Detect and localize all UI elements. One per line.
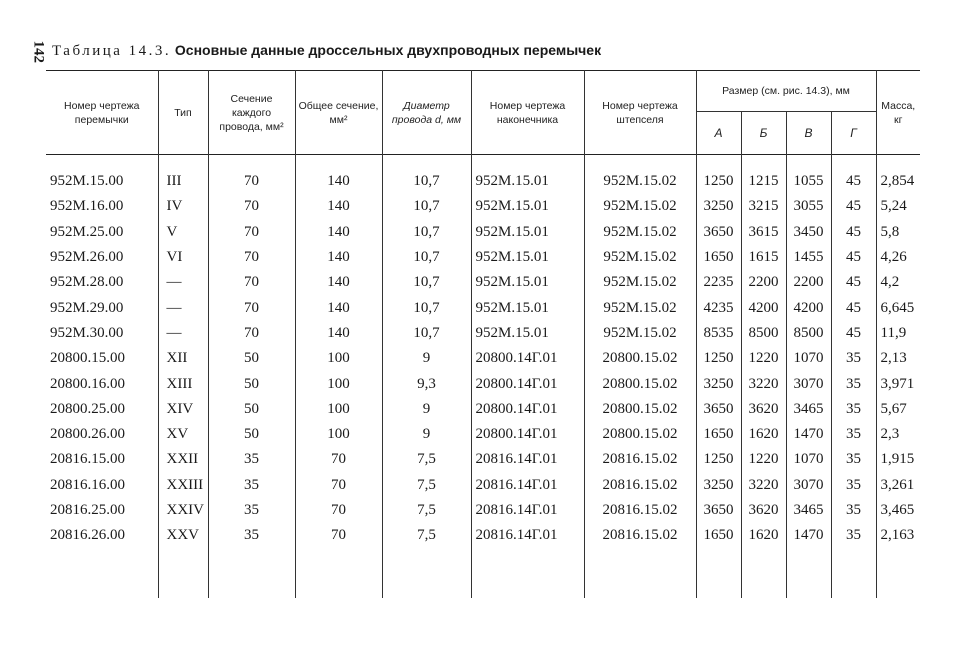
cell-section-total: 140 — [295, 295, 382, 320]
cell-size-g: 45 — [831, 270, 876, 295]
header-plug-no: Номер чертежа штепселя — [584, 71, 696, 155]
cell-type: III — [158, 155, 208, 195]
table-row — [46, 422, 920, 447]
cell-tip-no: 952M.15.01 — [471, 220, 584, 245]
cell-diameter: 9 — [382, 397, 471, 422]
cell-size-v: 1070 — [786, 447, 831, 472]
cell-drawing-no: 20800.15.00 — [46, 346, 158, 371]
cell-mass: 5,67 — [876, 397, 920, 422]
cell-drawing-no: 20816.25.00 — [46, 498, 158, 523]
cell-section-total: 100 — [295, 371, 382, 396]
cell-plug-no: 20816.15.02 — [584, 447, 696, 472]
cell-size-a: 3250 — [696, 371, 741, 396]
table-row — [46, 194, 920, 219]
table-row — [46, 371, 920, 396]
cell-size-g: 45 — [831, 321, 876, 346]
cell-plug-no: 952M.15.02 — [584, 295, 696, 320]
cell-section-each: 50 — [208, 346, 295, 371]
cell-drawing-no: 20800.25.00 — [46, 397, 158, 422]
cell-mass: 3,261 — [876, 473, 920, 498]
table-row — [46, 155, 920, 195]
cell-size-g: 35 — [831, 473, 876, 498]
cell-plug-no: 20816.15.02 — [584, 523, 696, 598]
cell-diameter: 9,3 — [382, 371, 471, 396]
cell-plug-no: 952M.15.02 — [584, 220, 696, 245]
cell-type: VI — [158, 245, 208, 270]
cell-drawing-no: 20816.16.00 — [46, 473, 158, 498]
cell-drawing-no: 952M.30.00 — [46, 321, 158, 346]
cell-size-v: 1470 — [786, 523, 831, 598]
cell-plug-no: 952M.15.02 — [584, 155, 696, 195]
cell-type: XXIII — [158, 473, 208, 498]
cell-size-a: 3650 — [696, 220, 741, 245]
cell-drawing-no: 952M.16.00 — [46, 194, 158, 219]
cell-size-b: 4200 — [741, 295, 786, 320]
cell-size-v: 1070 — [786, 346, 831, 371]
cell-size-g: 35 — [831, 397, 876, 422]
cell-section-total: 140 — [295, 220, 382, 245]
cell-tip-no: 20800.14Г.01 — [471, 346, 584, 371]
cell-drawing-no: 20816.15.00 — [46, 447, 158, 472]
cell-mass: 2,854 — [876, 155, 920, 195]
cell-mass: 2,163 — [876, 523, 920, 598]
cell-type: XXII — [158, 447, 208, 472]
caption-label: Таблица 14.3. — [52, 43, 172, 59]
cell-size-a: 2235 — [696, 270, 741, 295]
cell-size-v: 2200 — [786, 270, 831, 295]
cell-size-a: 1650 — [696, 245, 741, 270]
cell-section-each: 35 — [208, 498, 295, 523]
cell-section-total: 100 — [295, 346, 382, 371]
cell-size-v: 1470 — [786, 422, 831, 447]
header-size-a: А — [696, 112, 741, 155]
header-section-each: Сечение каждого провода, мм² — [208, 71, 295, 155]
cell-size-v: 4200 — [786, 295, 831, 320]
table-row — [46, 523, 920, 598]
cell-mass: 4,26 — [876, 245, 920, 270]
cell-section-each: 35 — [208, 447, 295, 472]
cell-size-b: 3620 — [741, 397, 786, 422]
cell-section-each: 50 — [208, 422, 295, 447]
cell-tip-no: 20800.14Г.01 — [471, 422, 584, 447]
cell-mass: 4,2 — [876, 270, 920, 295]
cell-size-g: 35 — [831, 523, 876, 598]
cell-diameter: 10,7 — [382, 220, 471, 245]
cell-tip-no: 20816.14Г.01 — [471, 523, 584, 598]
cell-section-total: 70 — [295, 473, 382, 498]
cell-size-a: 1250 — [696, 155, 741, 195]
cell-section-total: 70 — [295, 523, 382, 598]
cell-size-g: 45 — [831, 295, 876, 320]
cell-diameter: 7,5 — [382, 447, 471, 472]
cell-drawing-no: 20800.26.00 — [46, 422, 158, 447]
table-row — [46, 473, 920, 498]
cell-section-total: 140 — [295, 270, 382, 295]
cell-size-g: 45 — [831, 245, 876, 270]
table-row — [46, 498, 920, 523]
cell-plug-no: 952M.15.02 — [584, 194, 696, 219]
cell-diameter: 10,7 — [382, 245, 471, 270]
cell-diameter: 7,5 — [382, 498, 471, 523]
cell-tip-no: 20816.14Г.01 — [471, 473, 584, 498]
cell-tip-no: 952M.15.01 — [471, 321, 584, 346]
cell-size-b: 1620 — [741, 523, 786, 598]
cell-drawing-no: 952M.15.00 — [46, 155, 158, 195]
cell-tip-no: 20816.14Г.01 — [471, 447, 584, 472]
header-drawing-no: Номер чертежа перемычки — [46, 71, 158, 155]
cell-tip-no: 952M.15.01 — [471, 194, 584, 219]
cell-size-v: 1455 — [786, 245, 831, 270]
cell-size-g: 35 — [831, 447, 876, 472]
cell-size-b: 1615 — [741, 245, 786, 270]
cell-section-total: 140 — [295, 245, 382, 270]
cell-section-total: 140 — [295, 155, 382, 195]
cell-section-total: 100 — [295, 422, 382, 447]
cell-section-total: 100 — [295, 397, 382, 422]
cell-size-v: 8500 — [786, 321, 831, 346]
cell-size-b: 1220 — [741, 447, 786, 472]
cell-tip-no: 20800.14Г.01 — [471, 397, 584, 422]
cell-diameter: 10,7 — [382, 321, 471, 346]
cell-size-v: 3450 — [786, 220, 831, 245]
cell-plug-no: 20800.15.02 — [584, 346, 696, 371]
cell-section-each: 70 — [208, 155, 295, 195]
header-diameter: Диаметр провода d, мм — [382, 71, 471, 155]
cell-drawing-no: 20816.26.00 — [46, 523, 158, 598]
table-row — [46, 321, 920, 346]
table-row — [46, 220, 920, 245]
cell-plug-no: 952M.15.02 — [584, 245, 696, 270]
cell-tip-no: 952M.15.01 — [471, 270, 584, 295]
header-size-group: Размер (см. рис. 14.3), мм — [696, 71, 876, 112]
cell-section-each: 70 — [208, 295, 295, 320]
cell-diameter: 10,7 — [382, 194, 471, 219]
cell-drawing-no: 952M.25.00 — [46, 220, 158, 245]
cell-type: — — [158, 270, 208, 295]
cell-size-b: 3615 — [741, 220, 786, 245]
header-type: Тип — [158, 71, 208, 155]
cell-type: XIII — [158, 371, 208, 396]
cell-tip-no: 20816.14Г.01 — [471, 498, 584, 523]
cell-plug-no: 952M.15.02 — [584, 270, 696, 295]
caption-title: Основные данные дроссельных двухпроводных перемычек — [174, 42, 602, 58]
table-row — [46, 397, 920, 422]
cell-size-b: 2200 — [741, 270, 786, 295]
cell-mass: 3,465 — [876, 498, 920, 523]
cell-size-b: 1620 — [741, 422, 786, 447]
cell-section-each: 70 — [208, 270, 295, 295]
cell-size-a: 4235 — [696, 295, 741, 320]
cell-size-b: 3220 — [741, 371, 786, 396]
cell-size-g: 45 — [831, 220, 876, 245]
cell-size-g: 45 — [831, 194, 876, 219]
cell-size-g: 35 — [831, 371, 876, 396]
cell-type: — — [158, 321, 208, 346]
header-mass: Масса, кг — [876, 71, 920, 155]
cell-plug-no: 20800.15.02 — [584, 397, 696, 422]
cell-size-g: 35 — [831, 346, 876, 371]
cell-tip-no: 952M.15.01 — [471, 245, 584, 270]
data-table — [46, 70, 920, 598]
cell-diameter: 7,5 — [382, 473, 471, 498]
cell-section-total: 140 — [295, 321, 382, 346]
header-size-v: В — [786, 112, 831, 155]
cell-size-b: 1215 — [741, 155, 786, 195]
cell-size-g: 45 — [831, 155, 876, 195]
cell-tip-no: 20800.14Г.01 — [471, 371, 584, 396]
cell-plug-no: 20816.15.02 — [584, 473, 696, 498]
cell-size-v: 3465 — [786, 498, 831, 523]
cell-size-a: 1250 — [696, 447, 741, 472]
cell-type: XXIV — [158, 498, 208, 523]
cell-drawing-no: 952M.26.00 — [46, 245, 158, 270]
cell-mass: 2,3 — [876, 422, 920, 447]
table-row — [46, 295, 920, 320]
cell-mass: 3,971 — [876, 371, 920, 396]
cell-size-a: 3650 — [696, 498, 741, 523]
cell-size-a: 3650 — [696, 397, 741, 422]
cell-drawing-no: 952M.28.00 — [46, 270, 158, 295]
header-size-b: Б — [741, 112, 786, 155]
cell-size-a: 3250 — [696, 194, 741, 219]
cell-type: XIV — [158, 397, 208, 422]
cell-size-b: 3620 — [741, 498, 786, 523]
table-row — [46, 270, 920, 295]
table-body — [46, 155, 920, 599]
cell-section-each: 70 — [208, 220, 295, 245]
cell-size-a: 1650 — [696, 523, 741, 598]
cell-section-total: 140 — [295, 194, 382, 219]
table-row — [46, 346, 920, 371]
cell-type: XXV — [158, 523, 208, 598]
cell-section-each: 50 — [208, 371, 295, 396]
header-size-g: Г — [831, 112, 876, 155]
cell-section-total: 70 — [295, 498, 382, 523]
cell-size-g: 35 — [831, 422, 876, 447]
cell-diameter: 7,5 — [382, 523, 471, 598]
cell-size-v: 1055 — [786, 155, 831, 195]
cell-plug-no: 952M.15.02 — [584, 321, 696, 346]
cell-mass: 2,13 — [876, 346, 920, 371]
cell-size-v: 3055 — [786, 194, 831, 219]
cell-diameter: 10,7 — [382, 155, 471, 195]
cell-size-v: 3070 — [786, 371, 831, 396]
cell-section-total: 70 — [295, 447, 382, 472]
cell-tip-no: 952M.15.01 — [471, 295, 584, 320]
cell-size-a: 8535 — [696, 321, 741, 346]
cell-mass: 6,645 — [876, 295, 920, 320]
cell-size-b: 3220 — [741, 473, 786, 498]
cell-type: XV — [158, 422, 208, 447]
cell-section-each: 35 — [208, 473, 295, 498]
cell-mass: 1,915 — [876, 447, 920, 472]
cell-diameter: 10,7 — [382, 270, 471, 295]
cell-mass: 5,8 — [876, 220, 920, 245]
cell-plug-no: 20800.15.02 — [584, 371, 696, 396]
cell-size-a: 1250 — [696, 346, 741, 371]
cell-size-v: 3070 — [786, 473, 831, 498]
cell-size-b: 3215 — [741, 194, 786, 219]
cell-size-g: 35 — [831, 498, 876, 523]
cell-plug-no: 20800.15.02 — [584, 422, 696, 447]
cell-diameter: 9 — [382, 422, 471, 447]
cell-drawing-no: 20800.16.00 — [46, 371, 158, 396]
cell-section-each: 70 — [208, 245, 295, 270]
cell-diameter: 10,7 — [382, 295, 471, 320]
table-caption — [52, 42, 601, 60]
cell-size-a: 3250 — [696, 473, 741, 498]
cell-mass: 5,24 — [876, 194, 920, 219]
cell-section-each: 70 — [208, 194, 295, 219]
table-row — [46, 447, 920, 472]
cell-type: — — [158, 295, 208, 320]
cell-section-each: 70 — [208, 321, 295, 346]
cell-drawing-no: 952M.29.00 — [46, 295, 158, 320]
cell-type: XII — [158, 346, 208, 371]
cell-size-b: 8500 — [741, 321, 786, 346]
cell-diameter: 9 — [382, 346, 471, 371]
cell-tip-no: 952M.15.01 — [471, 155, 584, 195]
header-section-total: Общее сечение, мм² — [295, 71, 382, 155]
page-number: 142 — [30, 40, 47, 63]
cell-section-each: 50 — [208, 397, 295, 422]
cell-plug-no: 20816.15.02 — [584, 498, 696, 523]
cell-type: V — [158, 220, 208, 245]
cell-mass: 11,9 — [876, 321, 920, 346]
cell-type: IV — [158, 194, 208, 219]
cell-size-a: 1650 — [696, 422, 741, 447]
cell-section-each: 35 — [208, 523, 295, 598]
table-row — [46, 245, 920, 270]
cell-size-b: 1220 — [741, 346, 786, 371]
cell-size-v: 3465 — [786, 397, 831, 422]
header-tip-no: Номер чертежа наконечника — [471, 71, 584, 155]
